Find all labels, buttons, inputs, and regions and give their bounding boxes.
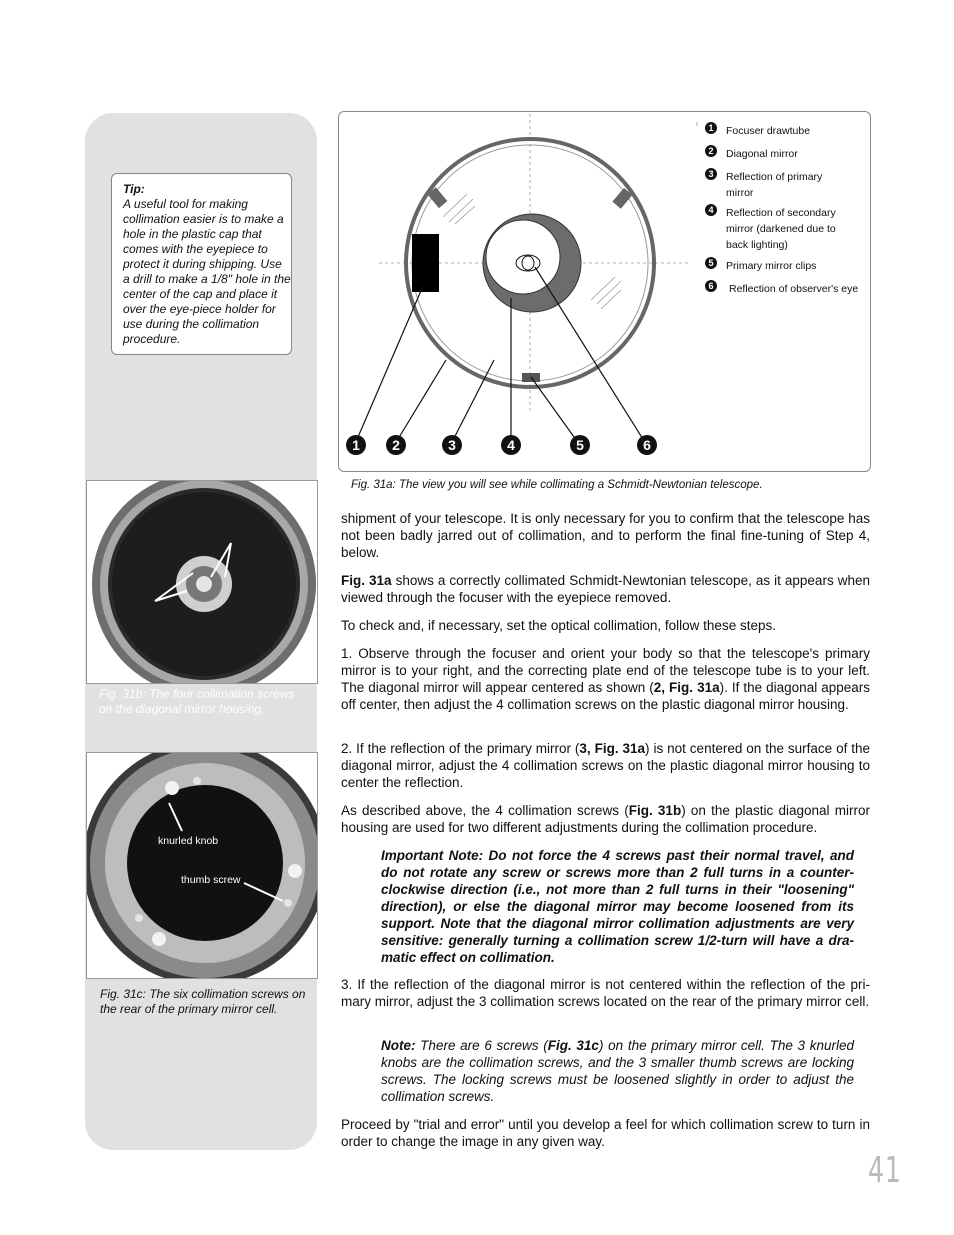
screws-note [381, 1037, 854, 1105]
page-number: 41 [868, 1150, 902, 1191]
paragraph-6-bold: Fig. 31b [628, 803, 682, 818]
thumb-screw-label: thumb screw [181, 874, 241, 886]
fig31a-diagram [338, 111, 871, 472]
legend-text-2: Diagonal mirror [726, 148, 798, 160]
legend-num-2: 2 [705, 145, 717, 157]
callout-3: 3 [442, 435, 462, 455]
paragraph-4 [341, 645, 870, 713]
legend-text-5: Primary mirror clips [726, 260, 817, 272]
legend-num-1: 1 [705, 122, 717, 134]
paragraph-4-bold: 2, Fig. 31a [653, 680, 720, 695]
fig31b-caption: Fig. 31b: The four collimation screws on the diagonal mirror housing. [99, 687, 295, 716]
paragraph-5 [341, 740, 870, 791]
note-a: There are 6 screws ( [415, 1038, 548, 1053]
tip-title: Tip: [123, 182, 145, 196]
paragraph-2-bold: Fig. 31a [341, 573, 392, 588]
legend-text-1: Focuser drawtube [726, 125, 811, 137]
paragraph-5-bold: 3, Fig. 31a [579, 741, 646, 756]
fig31a-caption: Fig. 31a: The view you will see while collimating a Schmidt-Newtonian telescope. [351, 479, 763, 491]
callout-1: 1 [346, 435, 366, 455]
paragraph-1: shipment of your telescope. It is only necessary for you to confirm that the telescope has not been badly jarred out of collimation, and to perform the final fine-tuning of Step 4, below. [341, 511, 870, 560]
note-b: ) on the primary mirror cell. The 3 knurled knobs are the collimation screws, and the 3 smaller thumb screws are locking screws. The locking screws must be loosened slightly in order to adjust the collimation screws. [381, 1038, 854, 1104]
callout-6: 6 [637, 435, 657, 455]
paragraph-7: 3. If the reflection of the diagonal mirror is not centered within the reflection of the pri-mary mirror, adjust the 3 collimation screws located on the rear of the primary mirror cell. [341, 977, 870, 1009]
legend-text-3: Reflection of primary mirror [726, 171, 823, 199]
fig31b-photo [86, 480, 318, 684]
paragraph-6-b: ) on the plastic diagonal mirror housing are used for two different adjustments during the collimation procedure. [341, 803, 870, 835]
paragraph-6 [341, 802, 870, 836]
legend-num-3: 3 [705, 168, 717, 180]
paragraph-2 [341, 572, 870, 606]
legend-num-5: 5 [705, 257, 717, 269]
legend-text-4: Reflection of secondary mirror (darkened due to back lighting) [726, 207, 836, 251]
fig31c-photo [86, 752, 318, 979]
paragraph-3: To check and, if necessary, set the optical collimation, follow these steps. [341, 618, 776, 633]
fig31c-caption: Fig. 31c: The six collimation screws on the rear of the primary mirror cell. [100, 987, 306, 1016]
callout-5: 5 [570, 435, 590, 455]
paragraph-4-a: 1. Observe through the focuser and orient your body so that the telescope's primary mirror is to your right, and the correcting plate end of the telescope tube is to your left. The diagonal mirror will appear centered as shown ( [341, 646, 870, 695]
paragraph-5-b: ) is not centered on the surface of the diagonal mirror, adjust the 4 collimation screws on the plastic diagonal mirror housing to center the reflection. [341, 741, 871, 790]
callout-4: 4 [501, 435, 521, 455]
note-bold: Fig. 31c [547, 1038, 599, 1053]
paragraph-8: Proceed by "trial and error" until you develop a feel for which collimation screw to turn in order to change the image in any given way. [341, 1117, 870, 1149]
legend-num-4: 4 [705, 204, 717, 216]
diagonal-housing-image [87, 481, 317, 683]
callout-2: 2 [386, 435, 406, 455]
paragraph-5-a: 2. If the reflection of the primary mirror ( [341, 741, 580, 756]
paragraph-2-rest: shows a correctly collimated Schmidt-Newtonian telescope, as it appears when viewed through the focuser with the eyepiece removed. [341, 573, 870, 605]
tip-box [111, 173, 292, 355]
note-label: Note: [381, 1038, 416, 1053]
legend-num-6: 6 [705, 280, 717, 292]
important-note: Important Note: Do not force the 4 screws past their normal travel, and do not rotate any screw or screws more than 2 full turns in a counter-clockwise direction (i.e., not more than 2 full turns in their "loosening" direction), or else the diagonal mirror may become loosened from its support. Note that the diagonal mirror collimation adjustments are very sensitive: generally turning a collimation screw 1/2-turn will have a dra-matic effect on collimation. [381, 848, 854, 965]
primary-cell-image [87, 753, 317, 978]
paragraph-4-b: ). If the diagonal appears off center, then adjust the 4 collimation screws on the plastic diagonal mirror housing. [341, 680, 871, 712]
paragraph-6-a: As described above, the 4 collimation screws ( [341, 803, 629, 818]
legend-text-6: Reflection of observer's eye [729, 283, 859, 295]
knurled-knob-label: knurled knob [158, 835, 219, 847]
tip-text: A useful tool for making collimation easier is to make a hole in the plastic cap that comes with the eyepiece to protect it during shipping. Use a drill to make a 1/8" hole in the center of the cap and place it over the eye-piece holder for use during the collimation procedure. [123, 197, 291, 346]
